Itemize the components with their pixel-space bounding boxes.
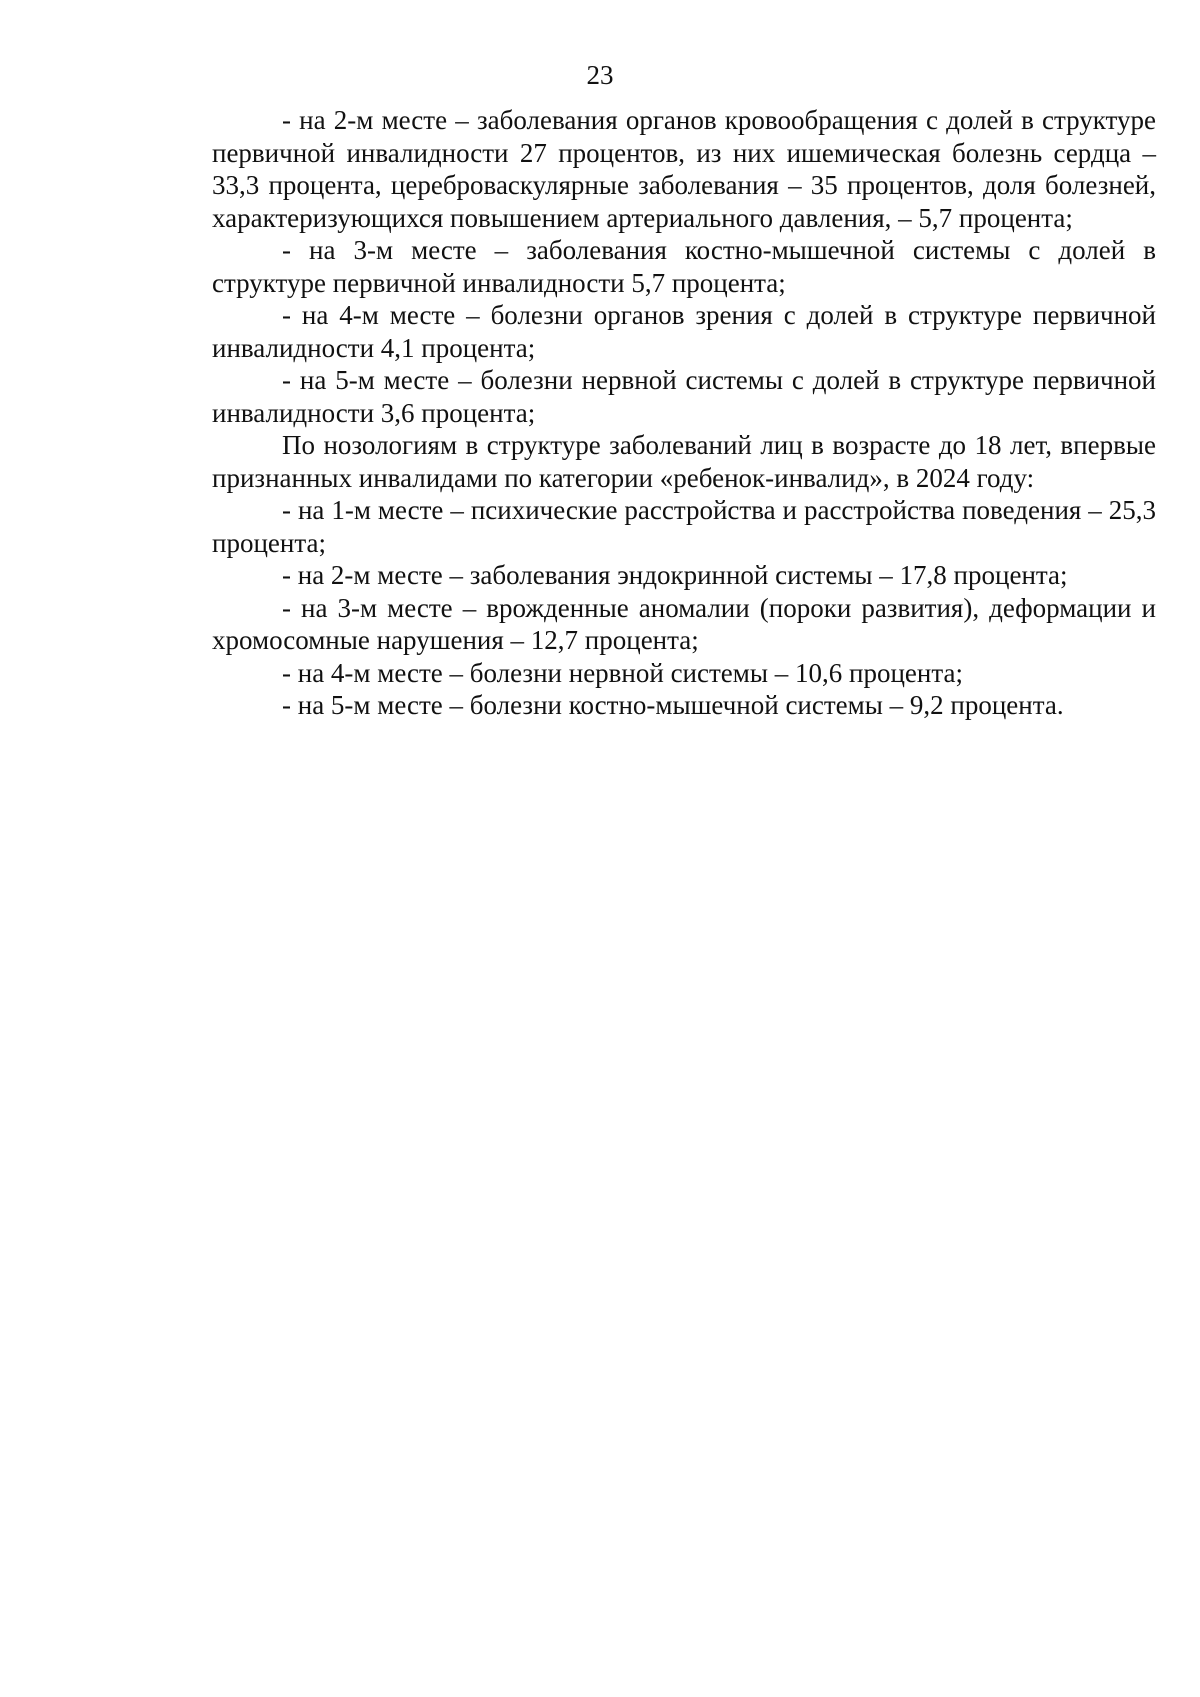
list-item-adult-rank-2: - на 2-м месте – заболевания органов кровообращения с долей в структуре первичной инвалидности 27 процентов, из них ишемическая болезнь сердца – 33,3 процента, цереброваскулярные заболевания – 35 процентов, доля болезней, характеризующихся повышением артериального давления, – 5,7 процента; bbox=[212, 105, 1156, 233]
list-item-adult-rank-4: - на 4-м месте – болезни органов зрения с долей в структуре первичной инвалидности 4,1 процента; bbox=[212, 300, 1156, 363]
document-body bbox=[212, 104, 1156, 722]
list-item-child-rank-5: - на 5-м месте – болезни костно-мышечной системы – 9,2 процента. bbox=[282, 690, 1064, 720]
list-item-child-rank-4: - на 4-м месте – болезни нервной системы – 10,6 процента; bbox=[282, 657, 963, 688]
children-section-intro: По нозологиям в структуре заболеваний лиц в возрасте до 18 лет, впервые признанных инвалидами по категории «ребенок-инвалид», в 2024 году: bbox=[212, 430, 1156, 493]
list-item-child-rank-3: - на 3-м месте – врожденные аномалии (пороки развития), деформации и хромосомные нарушения – 12,7 процента; bbox=[212, 592, 1156, 655]
list-item-child-rank-2: - на 2-м месте – заболевания эндокринной системы – 17,8 процента; bbox=[282, 560, 1068, 590]
list-item-adult-rank-3: - на 3-м месте – заболевания костно-мышечной системы с долей в структуре первичной инвалидности 5,7 процента; bbox=[212, 235, 1156, 298]
list-item-child-rank-1: - на 1-м месте – психические расстройства и расстройства поведения – 25,3 процента; bbox=[212, 495, 1156, 558]
list-item-adult-rank-5: - на 5-м месте – болезни нервной системы с долей в структуре первичной инвалидности 3,6 процента; bbox=[212, 365, 1156, 428]
page-number: 23 bbox=[586, 60, 614, 90]
